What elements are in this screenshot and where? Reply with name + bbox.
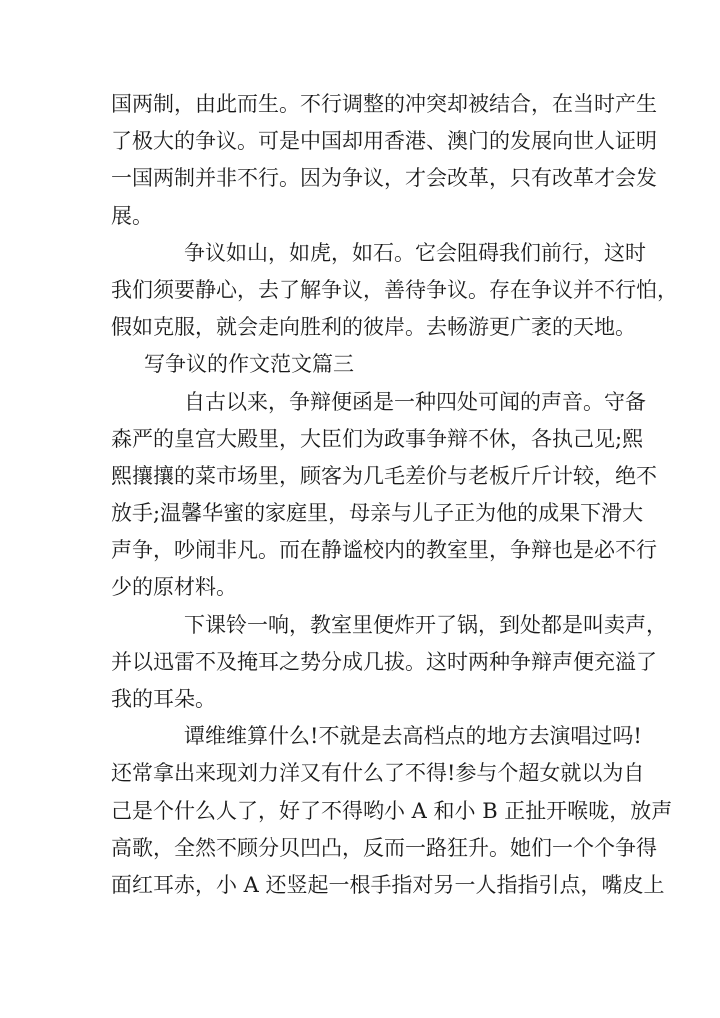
text-line: 放手;温馨华蜜的家庭里，母亲与儿子正为他的成果下滑大 [111,501,644,526]
text-line: 还常拿出来现刘力洋又有什么了不得!参与个超女就以为自 [111,761,645,786]
text-line: 假如克服，就会走向胜利的彼岸。去畅游更广袤的天地。 [111,315,636,340]
text-line: 面红耳赤，小 A 还竖起一根手指对另一人指指引点，嘴皮上 [111,872,665,897]
text-line: 声争，吵闹非凡。而在静谧校内的教室里，争辩也是必不行 [111,538,657,563]
text-line: 国两制，由此而生。不行调整的冲突却被结合，在当时产生 [111,92,657,116]
paragraph-first-line: 自古以来，争辩便函是一种四处可闻的声音。守备 [184,389,646,414]
section-heading: 写争议的作文范文篇三 [144,352,354,377]
paragraph-first-line: 下课铃一响，教室里便炸开了锅，到处都是叫卖声， [184,612,667,637]
paragraph-first-line: 谭维维算什么!不就是去高档点的地方去演唱过吗! [184,724,642,749]
text-line: 并以迅雷不及掩耳之势分成几拔。这时两种争辩声便充溢了 [111,649,657,674]
text-line: 展。 [111,203,153,228]
text-line: 了极大的争议。可是中国却用香港、澳门的发展向世人证明 [111,129,657,154]
text-line: 我的耳朵。 [111,687,216,711]
text-line: 一国两制并非不行。因为争议，才会改革，只有改革才会发 [111,166,657,191]
text-line: 高歌，全然不顾分贝凹凸，反而一路狂升。她们一个个争得 [111,835,657,860]
paragraph-first-line: 争议如山，如虎，如石。它会阻碍我们前行，这时 [184,240,646,265]
text-line: 熙攘攘的菜市场里，顾客为几毛差价与老板斤斤计较，绝不 [111,463,657,488]
text-line: 己是个什么人了，好了不得哟小 A 和小 B 正扯开喉咙，放声 [111,798,673,823]
text-line: 森严的皇宫大殿里，大臣们为政事争辩不休，各执己见;熙 [111,426,644,451]
document-page [111,86,678,904]
text-line: 少的原材料。 [111,575,237,600]
text-line: 我们须要静心，去了解争议，善待争议。存在争议并不行怕， [111,277,678,302]
